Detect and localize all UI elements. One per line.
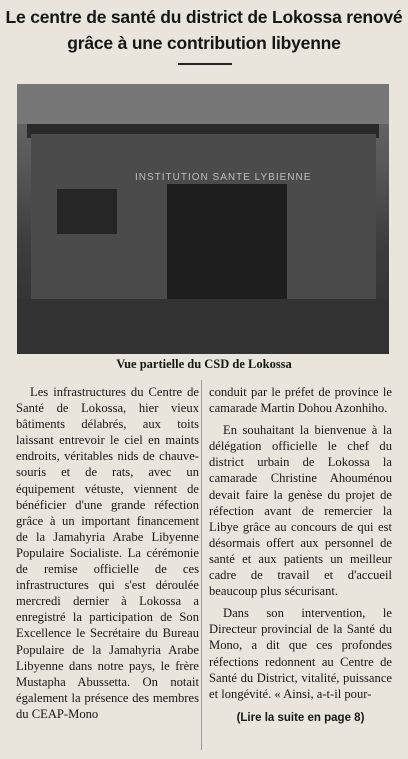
headline-line-2: grâce à une contribution libyenne — [67, 33, 341, 53]
column-right — [209, 384, 392, 732]
photo-doorway — [167, 184, 287, 299]
title-rule — [178, 63, 232, 65]
photo-window — [57, 189, 117, 234]
headline — [0, 4, 408, 56]
continued-reference: (Lire la suite en page 8) — [236, 711, 365, 724]
article-photo — [17, 84, 389, 354]
photo-ground — [17, 299, 389, 354]
column-left — [16, 384, 199, 728]
photo-caption: Vue partielle du CSD de Lokossa — [116, 357, 292, 371]
photo-sky — [17, 84, 389, 124]
photo-building-sign: INSTITUTION SANTE LYBIENNE — [135, 172, 312, 183]
paragraph: Les infrastructures du Centre de Santé de Lokossa, hier vieux bâtiments délabrés, aux toits laissant entrevoir le ciel en maints endroits, véritables nids de chauve-souris et de rats, avec un équipement vétuste, viennent de bénéficier d'une grande réfection grâce à un important financement de la Jamahyria Arabe Libyenne Populaire Socialiste. La cérémonie de remise officielle de ces infrastructures qui s'est déroulée mercredi dernier à Lokossa a enregistré la participation de Son Excellence le Secrétaire du Bureau Populaire de la Jamahyria Arabe Libyenne dans notre pays, le frère Mustapha Abussetta. On notait également la présence des membres du CEAP-Mono — [16, 385, 199, 721]
paragraph: Dans son intervention, le Directeur provincial de la Santé du Mono, a dit que ces profondes réfections redonnent au Centre de Santé du District, vitalité, puissance et longévité. « Ainsi, a-t-il pour- — [209, 606, 392, 701]
column-divider — [201, 380, 202, 750]
paragraph: En souhaitant la bienvenue à la délégation officielle le chef du district urbain de Lokossa la camarade Christine Ahouménou devait faire la genèse du projet de réfection avant de remercier la Libye grâce au concours de qui est désormais offert aux personnel de santé et aux patients un meilleur cadre de travail et d'accueil beaucoup plus sécurisant. — [209, 423, 392, 599]
headline-line-1: Le centre de santé du district de Lokossa renové — [5, 7, 403, 27]
paragraph: conduit par le préfet de province le camarade Martin Dohou Azonhiho. — [209, 385, 392, 416]
